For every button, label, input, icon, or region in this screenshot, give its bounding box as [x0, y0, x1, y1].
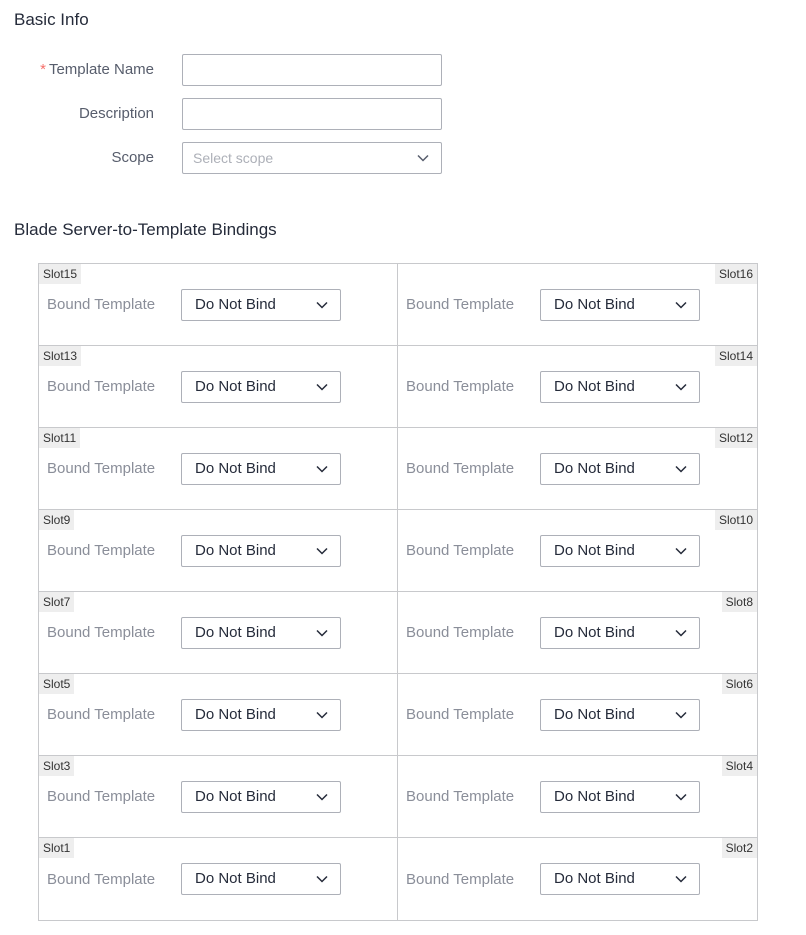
chevron-down-icon	[675, 301, 687, 309]
chevron-down-icon	[675, 793, 687, 801]
slot-tag: Slot12	[715, 428, 757, 448]
slot-cell	[39, 674, 398, 756]
bound-template-select[interactable]	[181, 617, 341, 649]
chevron-down-icon	[316, 383, 328, 391]
slot-tag: Slot16	[715, 264, 757, 284]
slot-cell	[398, 428, 757, 510]
bound-template-value: Do Not Bind	[554, 623, 635, 641]
bound-template-select[interactable]	[540, 371, 700, 403]
slot-tag: Slot13	[39, 346, 81, 366]
bound-template-value: Do Not Bind	[195, 623, 276, 641]
chevron-down-icon	[417, 154, 429, 162]
bound-template-label: Bound Template	[406, 378, 515, 395]
bound-template-label: Bound Template	[47, 624, 156, 641]
bound-template-value: Do Not Bind	[554, 377, 635, 395]
bound-template-select[interactable]	[540, 453, 700, 485]
slot-tag: Slot8	[722, 592, 757, 612]
slot-tag: Slot15	[39, 264, 81, 284]
chevron-down-icon	[316, 793, 328, 801]
bound-template-select[interactable]	[181, 535, 341, 567]
bindings-title: Blade Server-to-Template Bindings	[14, 220, 277, 239]
bound-template-label: Bound Template	[406, 460, 515, 477]
scope-row	[0, 142, 460, 174]
bound-template-select[interactable]	[181, 781, 341, 813]
bound-template-value: Do Not Bind	[554, 541, 635, 559]
slot-cell	[398, 346, 757, 428]
bound-template-label: Bound Template	[406, 542, 515, 559]
bound-template-select[interactable]	[540, 535, 700, 567]
chevron-down-icon	[675, 547, 687, 555]
chevron-down-icon	[316, 547, 328, 555]
slot-cell	[398, 756, 757, 838]
bound-template-value: Do Not Bind	[554, 870, 635, 887]
bound-template-value: Do Not Bind	[554, 787, 635, 805]
bound-template-select[interactable]	[181, 863, 341, 895]
slot-tag: Slot10	[715, 510, 757, 530]
bound-template-select[interactable]	[181, 289, 341, 321]
slot-tag: Slot11	[39, 428, 80, 448]
scope-placeholder: Select scope	[193, 150, 274, 166]
slot-cell	[39, 346, 398, 428]
bound-template-label: Bound Template	[406, 870, 515, 888]
bindings-grid	[38, 263, 758, 921]
description-label: Description	[78, 105, 154, 122]
slot-tag: Slot4	[722, 756, 757, 776]
bound-template-label: Bound Template	[406, 706, 515, 723]
slot-cell	[39, 756, 398, 838]
bound-template-value: Do Not Bind	[554, 295, 635, 313]
bound-template-label: Bound Template	[47, 296, 156, 313]
slot-cell	[398, 838, 757, 920]
chevron-down-icon	[316, 301, 328, 309]
bound-template-label: Bound Template	[47, 460, 156, 477]
slot-cell	[398, 264, 757, 346]
slot-cell	[39, 264, 398, 346]
slot-tag: Slot3	[39, 756, 74, 776]
bound-template-value: Do Not Bind	[554, 459, 635, 477]
bound-template-value: Do Not Bind	[195, 705, 276, 723]
bound-template-value: Do Not Bind	[195, 541, 276, 559]
template-name-row	[0, 54, 460, 86]
bound-template-value: Do Not Bind	[195, 377, 276, 395]
bound-template-select[interactable]	[540, 699, 700, 731]
scope-select[interactable]	[182, 142, 442, 174]
bound-template-label: Bound Template	[47, 788, 156, 805]
slot-tag: Slot5	[39, 674, 74, 694]
chevron-down-icon	[675, 465, 687, 473]
bound-template-select[interactable]	[540, 781, 700, 813]
chevron-down-icon	[675, 629, 687, 637]
description-input[interactable]	[182, 98, 442, 130]
bound-template-value: Do Not Bind	[195, 459, 276, 477]
slot-tag: Slot9	[39, 510, 74, 530]
bound-template-select[interactable]	[181, 699, 341, 731]
chevron-down-icon	[675, 875, 687, 883]
template-name-input[interactable]	[182, 54, 442, 86]
bound-template-select[interactable]	[181, 371, 341, 403]
bound-template-value: Do Not Bind	[195, 295, 276, 313]
chevron-down-icon	[316, 711, 328, 719]
slot-cell	[398, 510, 757, 592]
slot-cell	[39, 838, 398, 920]
bound-template-label: Bound Template	[47, 706, 156, 723]
bound-template-value: Do Not Bind	[195, 870, 276, 887]
slot-tag: Slot1	[39, 838, 74, 858]
slot-tag: Slot14	[715, 346, 757, 366]
bound-template-value: Do Not Bind	[195, 787, 276, 805]
slot-cell	[39, 510, 398, 592]
slot-cell	[39, 428, 398, 510]
bound-template-label: Bound Template	[47, 870, 156, 888]
slot-cell	[398, 674, 757, 756]
bound-template-label: Bound Template	[406, 296, 515, 313]
chevron-down-icon	[675, 711, 687, 719]
bound-template-select[interactable]	[540, 863, 700, 895]
slot-cell	[398, 592, 757, 674]
slot-tag: Slot6	[722, 674, 757, 694]
chevron-down-icon	[316, 875, 328, 883]
chevron-down-icon	[316, 629, 328, 637]
bound-template-label: Bound Template	[47, 542, 156, 559]
bound-template-label: Bound Template	[406, 788, 515, 805]
basic-info-title: Basic Info	[14, 10, 89, 29]
template-name-label	[40, 54, 154, 86]
bound-template-label: Bound Template	[47, 378, 156, 395]
chevron-down-icon	[316, 465, 328, 473]
slot-tag: Slot2	[722, 838, 757, 858]
required-mark: *	[40, 61, 46, 78]
chevron-down-icon	[675, 383, 687, 391]
bound-template-select[interactable]	[540, 289, 700, 321]
slot-cell	[39, 592, 398, 674]
bound-template-select[interactable]	[540, 617, 700, 649]
bound-template-select[interactable]	[181, 453, 341, 485]
description-row	[0, 98, 460, 130]
scope-label: Scope	[111, 149, 154, 166]
template-name-label-text: Template Name	[48, 61, 154, 78]
slot-tag: Slot7	[39, 592, 74, 612]
bound-template-label: Bound Template	[406, 624, 515, 641]
bound-template-value: Do Not Bind	[554, 705, 635, 723]
